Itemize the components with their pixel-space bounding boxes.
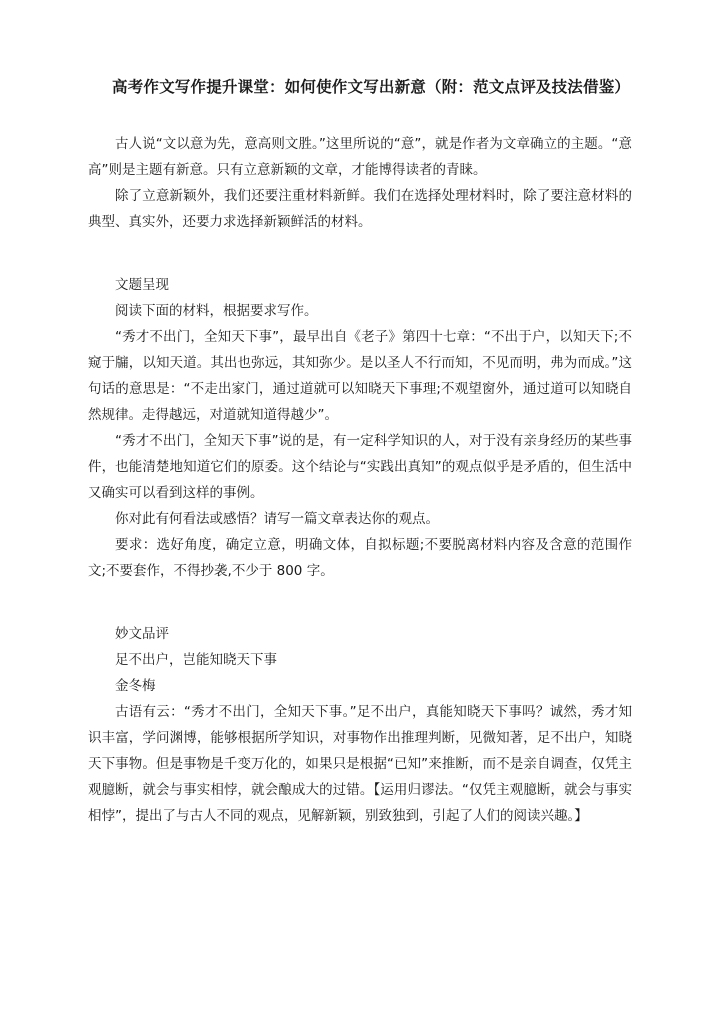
- spacer: [88, 98, 632, 131]
- topic-paragraph-2: “秀才不出门，全知天下事”说的是，有一定科学知识的人，对于没有亲身经历的某些事件，也能清楚地知道它们的原委。这个结论与“实践出真知”的观点似乎是矛盾的，但生活中又确实可以看到这样的事例。: [88, 433, 632, 501]
- topic-heading: 文题呈现: [115, 277, 169, 293]
- topic-instruction: 阅读下面的材料，根据要求写作。: [115, 303, 318, 319]
- intro-paragraph-2: 除了立意新颖外，我们还要注重材料新鲜。我们在选择处理材料时，除了要注意材料的典型、真实外，还要力求选择新颖鲜活的材料。: [88, 188, 632, 230]
- essay-title: 足不出户，岂能知晓天下事: [115, 652, 277, 668]
- topic-paragraph-1: “秀才不出门，全知天下事”，最早出自《老子》第四十七章：“不出于户，以知天下;不窥于牖，以知天道。其出也弥远，其知弥少。是以圣人不行而知，不见而明，弗为而成。”这句话的意思是：“不走出家门，通过道就可以知晓天下事理;不观望窗外，通过道可以知晓自然规律。走得越远，对道就知道得越少”。: [88, 329, 632, 423]
- essay-paragraph-1: 古语有云：“秀才不出门，全知天下事。”足不出户，真能知晓天下事吗？诚然，秀才知识丰富，学问渊博，能够根据所学知识，对事物作出推理判断，见微知著，足不出户，知晓天下事物。但是事物是千变万化的，如果只是根据“已知”来推断，而不是亲自调查，仅凭主观臆断，就会与事实相悖，就会酿成大的过错。【运用归谬法。“仅凭主观臆断，就会与事实相悖”，提出了与古人不同的观点，见解新颖，别致独到，引起了人们的阅读兴趣。】: [88, 704, 632, 824]
- essay-author: 金冬梅: [115, 678, 156, 694]
- topic-paragraph-3: 你对此有何看法或感悟？请写一篇文章表达你的观点。: [115, 511, 439, 527]
- document-title: 高考作文写作提升课堂：如何使作文写出新意（附：范文点评及技法借鉴）: [112, 78, 631, 96]
- spacer: [88, 584, 632, 621]
- topic-requirements: 要求：选好角度，确定立意，明确文体，自拟标题;不要脱离材料内容及含意的范围作文;不要套作，不得抄袭,不少于 800 字。: [88, 537, 632, 579]
- intro-paragraph-1: 古人说“文以意为先，意高则文胜。”这里所说的“意”，就是作者为文章确立的主题。“意高”则是主题有新意。只有立意新颖的文章，才能博得读者的青睐。: [88, 136, 632, 178]
- spacer: [88, 235, 632, 272]
- review-heading: 妙文品评: [115, 626, 169, 642]
